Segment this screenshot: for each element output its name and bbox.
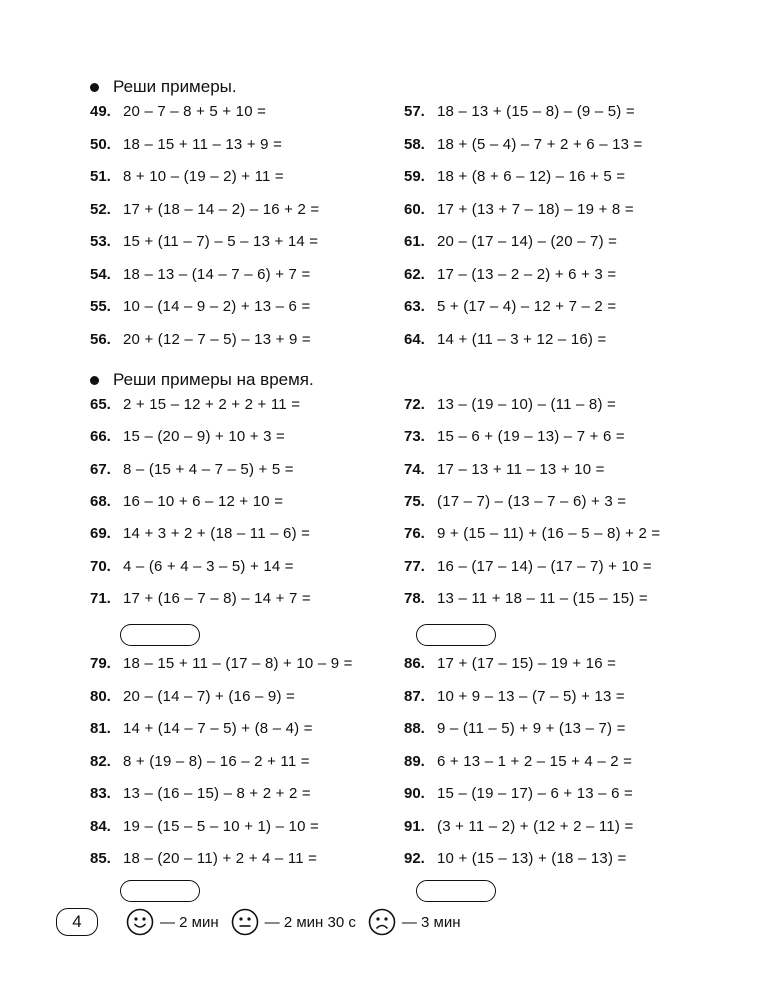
exercise-expression: 9 + (15 – 11) + (16 – 5 – 8) + 2 = — [437, 525, 661, 543]
exercise-row — [90, 558, 294, 575]
exercise-number: 74. — [404, 460, 425, 478]
time-answer-box[interactable] — [416, 880, 496, 902]
exercise-expression: 20 – (17 – 14) – (20 – 7) = — [437, 233, 618, 250]
exercise-expression: 15 + (11 – 7) – 5 – 13 + 14 = — [123, 233, 319, 250]
exercise-row — [404, 525, 660, 542]
exercise-row — [404, 590, 648, 607]
exercise-row — [90, 655, 353, 672]
exercise-row — [90, 233, 318, 250]
exercise-number: 58. — [404, 135, 425, 153]
exercise-expression: 18 + (5 – 4) – 7 + 2 + 6 – 13 = — [437, 135, 643, 153]
time-label-sad: — 3 мин — [401, 913, 461, 931]
exercise-row — [90, 201, 319, 218]
exercise-expression: 17 + (16 – 7 – 8) – 14 + 7 = — [123, 590, 311, 607]
exercise-number: 53. — [90, 233, 111, 250]
exercise-row — [404, 493, 626, 510]
exercise-number: 71. — [90, 590, 111, 607]
exercise-number: 63. — [404, 298, 425, 315]
exercise-number: 73. — [404, 428, 425, 446]
exercise-expression: 5 + (17 – 4) – 12 + 7 – 2 = — [437, 298, 617, 315]
exercise-row — [404, 396, 616, 413]
exercise-expression: 13 – (19 – 10) – (11 – 8) = — [437, 396, 616, 413]
neutral-face-icon — [231, 908, 259, 936]
exercise-expression: 15 – (20 – 9) + 10 + 3 = — [123, 428, 285, 446]
exercise-number: 57. — [404, 103, 425, 120]
heading-text: Реши примеры. — [113, 77, 237, 96]
exercise-number: 65. — [90, 396, 111, 413]
exercise-number: 86. — [404, 655, 425, 672]
exercise-number: 69. — [90, 525, 111, 543]
exercise-row — [90, 753, 310, 770]
exercise-expression: 6 + 13 – 1 + 2 – 15 + 4 – 2 = — [437, 752, 633, 770]
exercise-expression: 10 – (14 – 9 – 2) + 13 – 6 = — [123, 298, 311, 315]
exercise-expression: 14 + 3 + 2 + (18 – 11 – 6) = — [123, 525, 311, 543]
exercise-row — [404, 201, 634, 218]
exercise-expression: 17 + (13 + 7 – 18) – 19 + 8 = — [437, 200, 634, 218]
exercise-row — [404, 558, 652, 575]
exercise-expression: 20 – (14 – 7) + (16 – 9) = — [123, 687, 295, 705]
heading-text: Реши примеры на время. — [113, 370, 314, 389]
exercise-number: 55. — [90, 298, 111, 315]
exercise-number: 68. — [90, 493, 111, 510]
exercise-row — [90, 103, 266, 120]
exercise-number: 75. — [404, 493, 425, 510]
time-answer-box[interactable] — [416, 624, 496, 646]
exercise-row — [90, 688, 295, 705]
time-answer-box[interactable] — [120, 624, 200, 646]
exercise-row — [90, 298, 310, 315]
exercise-row — [90, 461, 294, 478]
exercise-row — [404, 298, 616, 315]
exercise-number: 78. — [404, 590, 425, 607]
exercise-number: 49. — [90, 103, 111, 120]
exercise-row — [404, 785, 633, 802]
exercise-number: 70. — [90, 557, 111, 575]
section-heading-2 — [90, 370, 314, 390]
exercise-expression: 20 – 7 – 8 + 5 + 10 = — [123, 103, 267, 120]
page-number: 4 — [56, 908, 98, 936]
exercise-expression: 19 – (15 – 5 – 10 + 1) – 10 = — [123, 817, 319, 835]
exercise-number: 76. — [404, 525, 425, 543]
exercise-number: 90. — [404, 785, 425, 802]
exercise-expression: 4 – (6 + 4 – 3 – 5) + 14 = — [123, 557, 294, 575]
exercise-expression: 8 + 10 – (19 – 2) + 11 = — [123, 168, 284, 185]
exercise-expression: 16 – 10 + 6 – 12 + 10 = — [123, 493, 284, 510]
exercise-number: 87. — [404, 687, 425, 705]
exercise-expression: 14 + (14 – 7 – 5) + (8 – 4) = — [123, 720, 313, 737]
exercise-expression: 15 – (19 – 17) – 6 + 13 – 6 = — [437, 785, 633, 802]
exercise-expression: 20 + (12 – 7 – 5) – 13 + 9 = — [123, 330, 311, 348]
exercise-row — [90, 493, 283, 510]
exercise-expression: 8 – (15 + 4 – 7 – 5) + 5 = — [123, 460, 294, 478]
time-label-happy: — 2 мин — [160, 913, 219, 931]
exercise-row — [404, 461, 605, 478]
exercise-number: 67. — [90, 460, 111, 478]
exercise-row — [90, 331, 311, 348]
exercise-expression: 15 – 6 + (19 – 13) – 7 + 6 = — [437, 428, 625, 446]
exercise-expression: 18 – (20 – 11) + 2 + 4 – 11 = — [123, 850, 318, 867]
exercise-row — [404, 850, 626, 867]
exercise-number: 60. — [404, 200, 425, 218]
exercise-expression: (17 – 7) – (13 – 7 – 6) + 3 = — [437, 493, 627, 510]
exercise-row — [90, 168, 284, 185]
sad-face-icon — [368, 908, 396, 936]
exercise-expression: (3 + 11 – 2) + (12 + 2 – 11) = — [437, 817, 634, 835]
exercise-expression: 17 + (17 – 15) – 19 + 16 = — [437, 655, 617, 672]
exercise-expression: 17 – 13 + 11 – 13 + 10 = — [437, 460, 605, 478]
exercise-expression: 10 + 9 – 13 – (7 – 5) + 13 = — [437, 687, 625, 705]
exercise-number: 56. — [90, 330, 111, 348]
exercise-row — [90, 136, 282, 153]
exercise-row — [404, 168, 625, 185]
exercise-row — [404, 266, 616, 283]
exercise-row — [404, 103, 635, 120]
exercise-expression: 13 – (16 – 15) – 8 + 2 + 2 = — [123, 785, 311, 802]
exercise-row — [404, 428, 625, 445]
exercise-row — [90, 266, 310, 283]
exercise-number: 82. — [90, 752, 111, 770]
exercise-number: 52. — [90, 200, 111, 218]
exercise-number: 72. — [404, 396, 425, 413]
time-answer-box[interactable] — [120, 880, 200, 902]
time-label-neutral: — 2 мин 30 с — [264, 913, 356, 931]
exercise-row — [90, 396, 300, 413]
exercise-number: 91. — [404, 817, 425, 835]
exercise-expression: 8 + (19 – 8) – 16 – 2 + 11 = — [123, 752, 310, 770]
exercise-row — [404, 753, 632, 770]
exercise-row — [404, 655, 616, 672]
exercise-number: 79. — [90, 655, 111, 672]
exercise-row — [90, 785, 311, 802]
exercise-number: 81. — [90, 720, 111, 737]
bullet-icon — [90, 376, 99, 385]
exercise-expression: 18 – 13 + (15 – 8) – (9 – 5) = — [437, 103, 635, 120]
exercise-number: 85. — [90, 850, 111, 867]
exercise-expression: 16 – (17 – 14) – (17 – 7) + 10 = — [437, 557, 652, 575]
exercise-number: 64. — [404, 330, 425, 348]
exercise-expression: 18 – 15 + 11 – (17 – 8) + 10 – 9 = — [123, 655, 353, 672]
footer-timing — [56, 906, 472, 938]
exercise-number: 77. — [404, 557, 425, 575]
exercise-number: 89. — [404, 752, 425, 770]
exercise-number: 59. — [404, 168, 425, 185]
exercise-expression: 9 – (11 – 5) + 9 + (13 – 7) = — [437, 720, 626, 737]
exercise-number: 54. — [90, 265, 111, 283]
exercise-row — [404, 331, 606, 348]
exercise-row — [404, 233, 617, 250]
exercise-row — [404, 818, 633, 835]
exercise-row — [90, 818, 319, 835]
exercise-number: 88. — [404, 720, 425, 737]
exercise-row — [90, 525, 310, 542]
exercise-number: 83. — [90, 785, 111, 802]
exercise-number: 62. — [404, 265, 425, 283]
happy-face-icon — [126, 908, 154, 936]
exercise-number: 61. — [404, 233, 425, 250]
exercise-expression: 18 – 15 + 11 – 13 + 9 = — [123, 135, 283, 153]
exercise-row — [90, 428, 285, 445]
exercise-number: 50. — [90, 135, 111, 153]
exercise-row — [404, 136, 643, 153]
exercise-number: 92. — [404, 850, 425, 867]
section-heading-1 — [90, 77, 237, 97]
exercise-row — [90, 850, 317, 867]
exercise-number: 51. — [90, 168, 111, 185]
exercise-expression: 18 – 13 – (14 – 7 – 6) + 7 = — [123, 265, 311, 283]
exercise-row — [90, 720, 313, 737]
exercise-expression: 14 + (11 – 3 + 12 – 16) = — [437, 330, 607, 348]
bullet-icon — [90, 83, 99, 92]
exercise-number: 66. — [90, 428, 111, 446]
exercise-expression: 10 + (15 – 13) + (18 – 13) = — [437, 850, 627, 867]
exercise-number: 84. — [90, 817, 111, 835]
exercise-expression: 2 + 15 – 12 + 2 + 2 + 11 = — [123, 396, 301, 413]
exercise-expression: 13 – 11 + 18 – 11 – (15 – 15) = — [437, 590, 648, 607]
exercise-row — [404, 688, 625, 705]
exercise-expression: 17 – (13 – 2 – 2) + 6 + 3 = — [437, 265, 617, 283]
exercise-expression: 18 + (8 + 6 – 12) – 16 + 5 = — [437, 168, 626, 185]
exercise-expression: 17 + (18 – 14 – 2) – 16 + 2 = — [123, 200, 320, 218]
exercise-row — [404, 720, 626, 737]
exercise-row — [90, 590, 311, 607]
exercise-number: 80. — [90, 687, 111, 705]
